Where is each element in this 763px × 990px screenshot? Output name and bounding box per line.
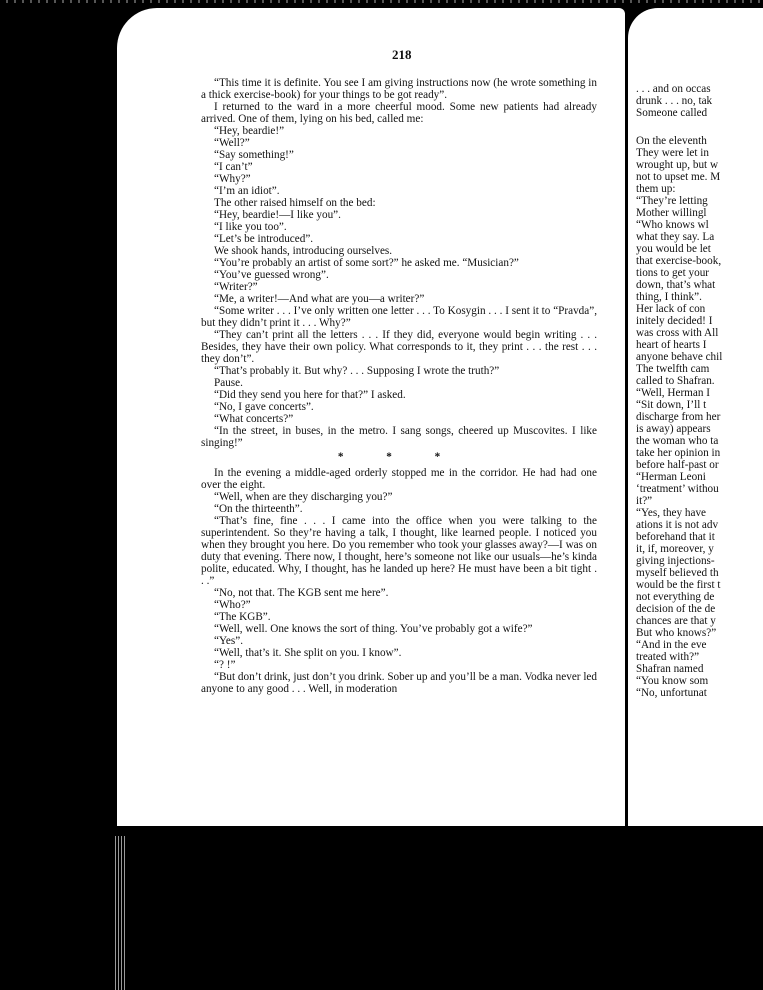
text-line: heart of hearts I	[636, 339, 707, 351]
text-line: treated with?”	[636, 651, 700, 663]
text-line: that exercise-book,	[636, 255, 722, 267]
text-line: “No, unfortunat	[636, 687, 707, 699]
paragraph: We shook hands, introducing ourselves.	[214, 245, 393, 257]
paragraph: “This time it is definite. You see I am giving instructions now (he wrote something in a thick exercise-book) for your things to be got ready”.	[201, 77, 597, 101]
paragraph: “That’s fine, fine . . . I came into the office when you were talking to the superintendent. So they’re having a talk, I thought, like learned people. I noticed you when they brought you here. Do you remember who took your glasses away?—I was on duty that evening. There now, I thought, here’s someone not like our usuals—he’s kinda polite, educated. Why, I thought, has he landed up here? He must have been a bit tight . . .”	[201, 515, 597, 587]
text-line: wrought up, but w	[636, 159, 719, 171]
text-line: what they say. La	[636, 231, 715, 243]
paragraph: “Well, well. One knows the sort of thing. You’ve probably got a wife?”	[214, 623, 533, 635]
paragraph: “Me, a writer!—And what are you—a writer?”	[214, 293, 425, 305]
text-line: Her lack of con	[636, 303, 706, 315]
paragraph: “? !”	[214, 659, 236, 671]
paragraph: “On the thirteenth”.	[214, 503, 303, 515]
paragraph: “Yes”.	[214, 635, 244, 647]
text-line: down, that’s what	[636, 279, 716, 291]
text-line: it?”	[636, 495, 653, 507]
right-page	[628, 8, 763, 826]
text-line: ations it is not adv	[636, 519, 719, 531]
text-line: take her opinion in	[636, 447, 721, 459]
text-line: myself believed th	[636, 567, 719, 579]
paragraph: “The KGB”.	[214, 611, 271, 623]
text-line: “You know som	[636, 675, 709, 687]
text-line: tions to get your	[636, 267, 710, 279]
text-line: discharge from her	[636, 411, 721, 423]
text-line: would be the first t	[636, 579, 721, 591]
paragraph: “Well, that’s it. She split on you. I know”.	[214, 647, 402, 659]
paragraph: “You’re probably an artist of some sort?” he asked me. “Musician?”	[214, 257, 519, 269]
paragraph: “Writer?”	[214, 281, 258, 293]
paragraph: “They can’t print all the letters . . . If they did, everyone would begin writing . . . Besides, they have their own policy. What corresponds to it, they print . . . the rest . . . they don’t”.	[201, 329, 597, 365]
paragraph: “Did they send you here for that?” I asked.	[214, 389, 406, 401]
paragraph: “Let’s be introduced”.	[214, 233, 314, 245]
text-line: Someone called	[636, 107, 708, 119]
text-line: decision of the de	[636, 603, 716, 615]
paragraph: “Some writer . . . I’ve only written one letter . . . To Kosygin . . . I sent it to “Pravda”, but they didn’t print it . . . Why?”	[201, 305, 597, 329]
paragraph: “Why?”	[214, 173, 251, 185]
paragraph: The other raised himself on the bed:	[214, 197, 376, 209]
paragraph: “But don’t drink, just don’t you drink. Sober up and you’ll be a man. Vodka never led anyone to any good . . . Well, in moderation	[201, 671, 597, 695]
text-line: them up:	[636, 183, 676, 195]
paragraph: “In the street, in buses, in the metro. I sang songs, cheered up Muscovites. I like singing!”	[201, 425, 597, 449]
text-line	[636, 119, 763, 135]
text-line: On the eleventh	[636, 135, 707, 147]
text-line: “Well, Herman I	[636, 387, 710, 399]
text-line: “Who knows wl	[636, 219, 709, 231]
text-line: . . . and on occas	[636, 83, 711, 95]
text-line: giving injections-	[636, 555, 715, 567]
paragraph: “You’ve guessed wrong”.	[214, 269, 329, 281]
text-line: is away) appears	[636, 423, 711, 435]
text-line: The twelfth cam	[636, 363, 710, 375]
text-line: not everything de	[636, 591, 715, 603]
paragraph: “I like you too”.	[214, 221, 287, 233]
text-line: initely decided! I	[636, 315, 713, 327]
text-line: anyone behave chil	[636, 351, 723, 363]
right-page-text	[636, 83, 763, 699]
paragraph: “What concerts?”	[214, 413, 294, 425]
text-line: “Yes, they have	[636, 507, 707, 519]
paragraph: “I can’t”	[214, 161, 253, 173]
paragraph: “Well?”	[214, 137, 250, 149]
text-line: the woman who ta	[636, 435, 719, 447]
paragraph: “Hey, beardie!”	[214, 125, 285, 137]
text-line: “Herman Leoni	[636, 471, 706, 483]
text-line: “Sit down, I’ll t	[636, 399, 707, 411]
paragraph: “No, I gave concerts”.	[214, 401, 314, 413]
paragraph: “That’s probably it. But why? . . . Supposing I wrote the truth?”	[214, 365, 500, 377]
text-line: ‘treatment’ withou	[636, 483, 719, 495]
paragraph: Pause.	[214, 377, 243, 389]
text-line: it, if, moreover, y	[636, 543, 714, 555]
text-line: thing, I think”.	[636, 291, 702, 303]
paragraph: “I’m an idiot”.	[214, 185, 280, 197]
left-page-text	[201, 77, 597, 695]
section-separator: * * *	[337, 451, 461, 463]
text-line: not to upset me. M	[636, 171, 721, 183]
paragraph: In the evening a middle-aged orderly stopped me in the corridor. He had had one over the eight.	[201, 467, 597, 491]
text-line: But who knows?”	[636, 627, 717, 639]
text-line: chances are that y	[636, 615, 716, 627]
text-line: you would be let	[636, 243, 711, 255]
paragraph: “Well, when are they discharging you?”	[214, 491, 393, 503]
text-line: “They’re letting	[636, 195, 708, 207]
text-line: They were let in	[636, 147, 709, 159]
text-line: drunk . . . no, tak	[636, 95, 713, 107]
paragraph: “Hey, beardie!—I like you”.	[214, 209, 341, 221]
paragraph: I returned to the ward in a more cheerful mood. Some new patients had already arrived. One of them, lying on his bed, called me:	[201, 101, 597, 125]
text-line: beforehand that it	[636, 531, 715, 543]
text-line: “And in the eve	[636, 639, 707, 651]
paragraph: “Say something!”	[214, 149, 294, 161]
scan-edge-artifact	[115, 836, 127, 990]
paragraph: “Who?”	[214, 599, 251, 611]
text-line: called to Shafran.	[636, 375, 715, 387]
text-line: Shafran named	[636, 663, 704, 675]
scan-top-edge	[0, 0, 763, 3]
text-line: Mother willingl	[636, 207, 707, 219]
page-number: 218	[392, 47, 412, 62]
paragraph: “No, not that. The KGB sent me here”.	[214, 587, 389, 599]
text-line: was cross with All	[636, 327, 719, 339]
text-line: before half-past or	[636, 459, 719, 471]
